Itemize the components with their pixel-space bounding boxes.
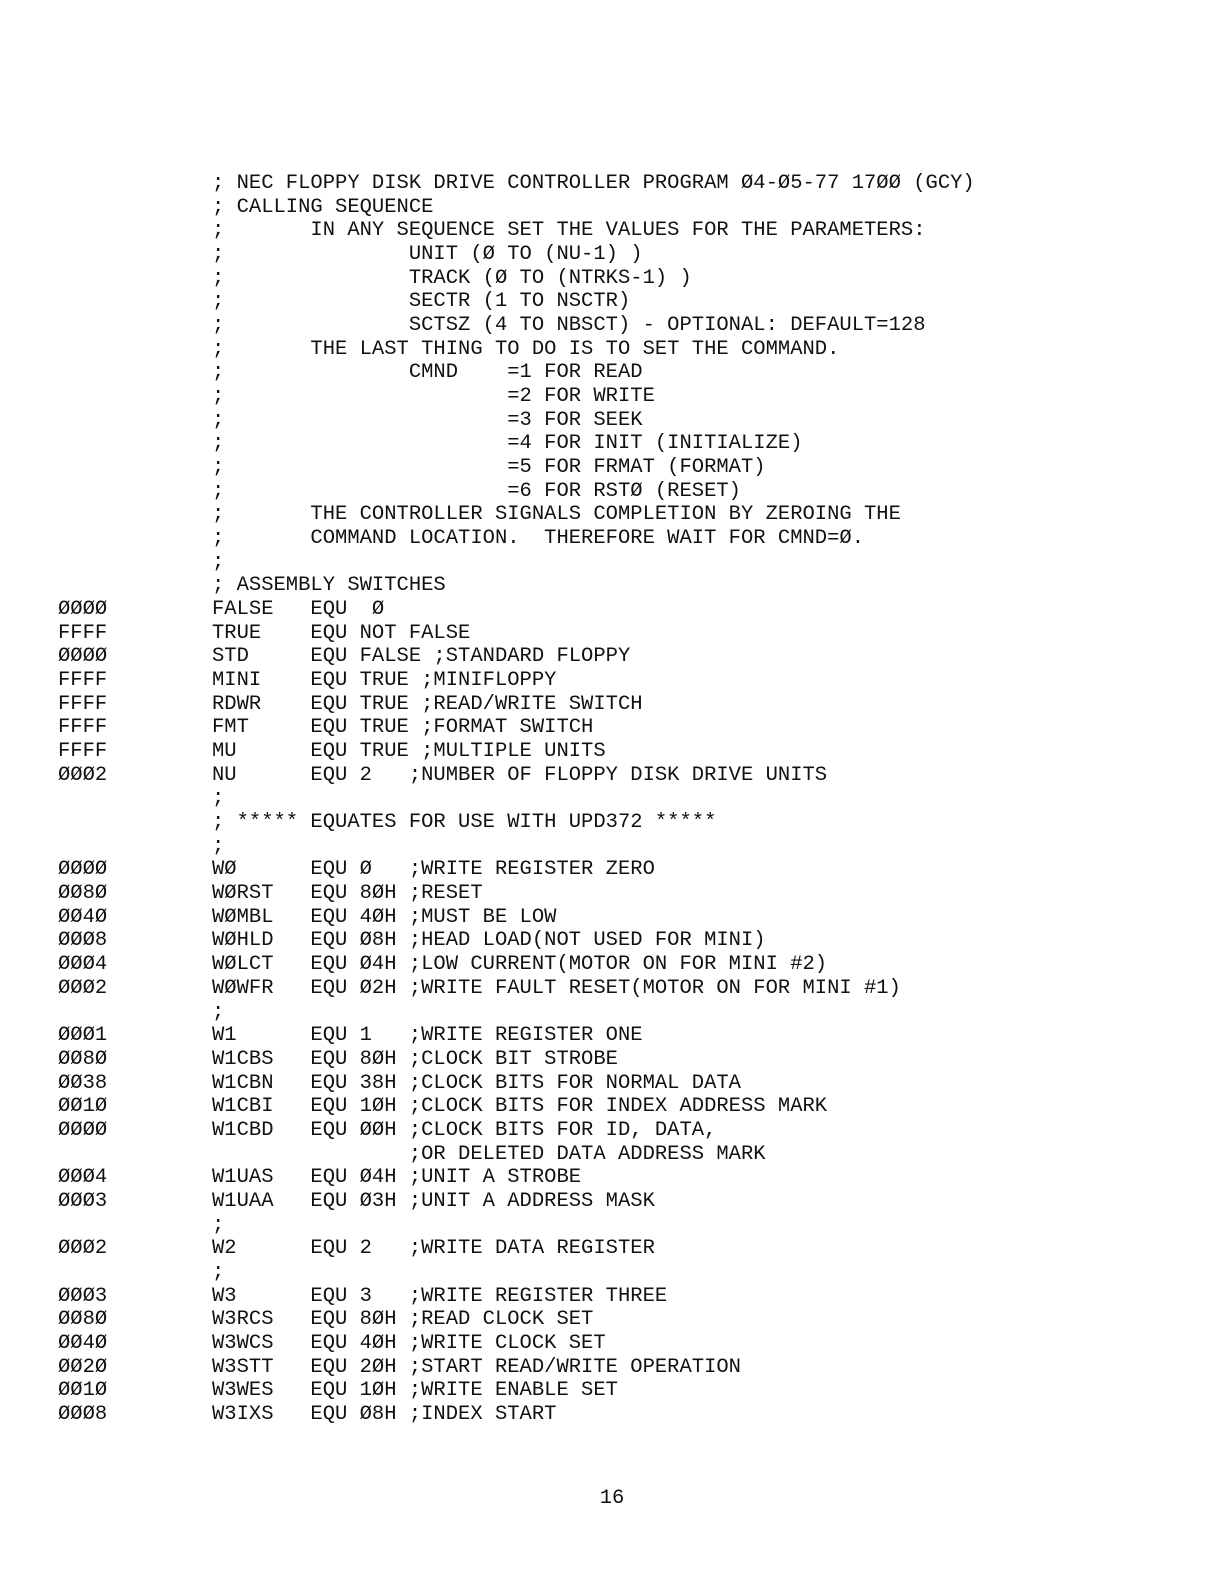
line-source: W1CBD EQU ØØH ;CLOCK BITS FOR ID, DATA, — [212, 1118, 717, 1142]
line-source: W3WES EQU 1ØH ;WRITE ENABLE SET — [212, 1379, 618, 1403]
listing-line — [0, 1095, 1224, 1119]
line-address: FFFF — [58, 692, 108, 716]
line-address: FFFF — [58, 740, 108, 764]
listing-line — [0, 409, 1224, 433]
listing-line — [0, 645, 1224, 669]
listing-line — [0, 172, 1224, 196]
line-address: ØØ1Ø — [58, 1379, 108, 1403]
listing-line — [0, 740, 1224, 764]
listing-line — [0, 385, 1224, 409]
line-source: ; — [212, 1260, 225, 1284]
listing-line — [0, 243, 1224, 267]
listing-line — [0, 1214, 1224, 1238]
line-source: RDWR EQU TRUE ;READ/WRITE SWITCH — [212, 692, 643, 716]
line-address: ØØ1Ø — [58, 1095, 108, 1119]
listing-line — [0, 1001, 1224, 1025]
line-source: ; =6 FOR RSTØ (RESET) — [212, 479, 741, 503]
line-source: ; CMND =1 FOR READ — [212, 361, 643, 385]
listing-line — [0, 835, 1224, 859]
line-source: W1CBS EQU 8ØH ;CLOCK BIT STROBE — [212, 1047, 618, 1071]
line-source: W2 EQU 2 ;WRITE DATA REGISTER — [212, 1237, 655, 1261]
line-address: ØØØ3 — [58, 1189, 108, 1213]
listing-line — [0, 882, 1224, 906]
listing-line — [0, 1119, 1224, 1143]
line-source: ; =4 FOR INIT (INITIALIZE) — [212, 432, 803, 456]
listing-line — [0, 290, 1224, 314]
line-source: STD EQU FALSE ;STANDARD FLOPPY — [212, 645, 631, 669]
listing-line — [0, 1379, 1224, 1403]
line-source: ; UNIT (Ø TO (NU-1) ) — [212, 243, 643, 266]
line-source: NU EQU 2 ;NUMBER OF FLOPPY DISK DRIVE UNITS — [212, 763, 828, 787]
listing-line — [0, 361, 1224, 385]
line-source: ;OR DELETED DATA ADDRESS MARK — [212, 1142, 766, 1166]
line-source: W1UAS EQU Ø4H ;UNIT A STROBE — [212, 1166, 582, 1190]
listing-line — [0, 1166, 1224, 1190]
line-source: W3STT EQU 2ØH ;START READ/WRITE OPERATION — [212, 1355, 741, 1379]
listing-line — [0, 1072, 1224, 1096]
line-source: ; THE CONTROLLER SIGNALS COMPLETION BY ZEROING THE — [212, 503, 901, 527]
line-source: ; TRACK (Ø TO (NTRKS-1) ) — [212, 266, 692, 290]
listing-line — [0, 1285, 1224, 1309]
listing-line — [0, 574, 1224, 598]
listing-line — [0, 338, 1224, 362]
listing-line — [0, 764, 1224, 788]
line-source: FMT EQU TRUE ;FORMAT SWITCH — [212, 716, 594, 740]
listing-line — [0, 196, 1224, 220]
line-source: WØLCT EQU Ø4H ;LOW CURRENT(MOTOR ON FOR MINI #2) — [212, 953, 828, 977]
line-source: MINI EQU TRUE ;MINIFLOPPY — [212, 669, 557, 693]
listing-line — [0, 858, 1224, 882]
line-address: ØØ38 — [58, 1071, 108, 1095]
line-source: ; ASSEMBLY SWITCHES — [212, 574, 446, 598]
line-address: ØØ8Ø — [58, 1047, 108, 1071]
listing-line — [0, 811, 1224, 835]
line-source: W1CBI EQU 1ØH ;CLOCK BITS FOR INDEX ADDRESS MARK — [212, 1095, 828, 1119]
listing-line — [0, 598, 1224, 622]
line-source: ; CALLING SEQUENCE — [212, 195, 434, 219]
line-source: WØHLD EQU Ø8H ;HEAD LOAD(NOT USED FOR MINI) — [212, 929, 766, 953]
listing-line — [0, 267, 1224, 291]
line-source: TRUE EQU NOT FALSE — [212, 621, 471, 645]
listing-line — [0, 1332, 1224, 1356]
line-address: ØØØ4 — [58, 953, 108, 977]
listing-line — [0, 219, 1224, 243]
line-address: FFFF — [58, 669, 108, 693]
line-address: ØØØ8 — [58, 929, 108, 953]
line-source: W1UAA EQU Ø3H ;UNIT A ADDRESS MASK — [212, 1189, 655, 1213]
line-address: FFFF — [58, 716, 108, 740]
line-address: ØØØØ — [58, 1118, 108, 1142]
line-source: ; SECTR (1 TO NSCTR) — [212, 290, 631, 314]
line-address: ØØ8Ø — [58, 882, 108, 906]
line-address: ØØ8Ø — [58, 1308, 108, 1332]
line-source: W1 EQU 1 ;WRITE REGISTER ONE — [212, 1024, 643, 1048]
line-source: ; — [212, 787, 225, 811]
line-address: ØØØ2 — [58, 763, 108, 787]
listing-line — [0, 527, 1224, 551]
line-source: WØMBL EQU 4ØH ;MUST BE LOW — [212, 905, 557, 929]
line-source: ; THE LAST THING TO DO IS TO SET THE COMMAND. — [212, 337, 840, 361]
line-source: WØRST EQU 8ØH ;RESET — [212, 882, 483, 906]
line-address: ØØ4Ø — [58, 905, 108, 929]
listing-line — [0, 1048, 1224, 1072]
line-source: WØ EQU Ø ;WRITE REGISTER ZERO — [212, 858, 655, 882]
listing-line — [0, 622, 1224, 646]
listing-line — [0, 787, 1224, 811]
page-number: 16 — [599, 1487, 625, 1510]
line-address: ØØ4Ø — [58, 1331, 108, 1355]
line-source: WØWFR EQU Ø2H ;WRITE FAULT RESET(MOTOR ON FOR MINI #1) — [212, 976, 901, 1000]
line-source: W3IXS EQU Ø8H ;INDEX START — [212, 1402, 557, 1426]
line-address: ØØØ2 — [58, 1237, 108, 1261]
listing-line — [0, 1143, 1224, 1167]
line-address: ØØØØ — [58, 645, 108, 669]
listing-line — [0, 1308, 1224, 1332]
line-source: ; — [212, 834, 225, 858]
line-source: W3RCS EQU 8ØH ;READ CLOCK SET — [212, 1308, 594, 1332]
line-address: ØØØ3 — [58, 1284, 108, 1308]
listing-line — [0, 314, 1224, 338]
listing-line — [0, 977, 1224, 1001]
listing-line — [0, 1403, 1224, 1427]
line-address: ØØØØ — [58, 598, 108, 622]
line-source: FALSE EQU Ø — [212, 598, 385, 622]
listing-line — [0, 929, 1224, 953]
line-source: ; IN ANY SEQUENCE SET THE VALUES FOR THE PARAMETERS: — [212, 219, 926, 243]
line-source: ; COMMAND LOCATION. THEREFORE WAIT FOR CMND=Ø. — [212, 527, 865, 550]
listing-line — [0, 1024, 1224, 1048]
listing-line — [0, 1261, 1224, 1285]
listing-line — [0, 693, 1224, 717]
line-source: W3 EQU 3 ;WRITE REGISTER THREE — [212, 1284, 668, 1308]
line-source: ; =2 FOR WRITE — [212, 385, 655, 408]
line-address: ØØØ1 — [58, 1024, 108, 1048]
listing-line — [0, 953, 1224, 977]
listing-line — [0, 1237, 1224, 1261]
line-source: ; ***** EQUATES FOR USE WITH UPD372 ***** — [212, 811, 717, 835]
listing-line — [0, 456, 1224, 480]
listing-line — [0, 503, 1224, 527]
listing-line — [0, 716, 1224, 740]
line-address: FFFF — [58, 621, 108, 645]
line-source: ; NEC FLOPPY DISK DRIVE CONTROLLER PROGRAM Ø4-Ø5-77 17ØØ (GCY) — [212, 172, 975, 195]
line-source: ; =5 FOR FRMAT (FORMAT) — [212, 456, 766, 479]
line-source: ; =3 FOR SEEK — [212, 408, 643, 432]
line-address: ØØØ8 — [58, 1402, 108, 1426]
line-address: ØØØ4 — [58, 1166, 108, 1190]
listing-line — [0, 480, 1224, 504]
listing-line — [0, 551, 1224, 575]
line-source: ; — [212, 1213, 225, 1237]
listing-line — [0, 1190, 1224, 1214]
listing-line — [0, 432, 1224, 456]
line-source: ; — [212, 1000, 225, 1024]
line-address: ØØØØ — [58, 858, 108, 882]
listing-line — [0, 1356, 1224, 1380]
listing-line — [0, 669, 1224, 693]
line-source: W3WCS EQU 4ØH ;WRITE CLOCK SET — [212, 1331, 606, 1355]
line-source: MU EQU TRUE ;MULTIPLE UNITS — [212, 740, 606, 764]
line-source: ; — [212, 550, 225, 574]
line-source: ; SCTSZ (4 TO NBSCT) - OPTIONAL: DEFAULT=128 — [212, 314, 926, 337]
listing-line — [0, 906, 1224, 930]
line-address: ØØ2Ø — [58, 1355, 108, 1379]
line-source: W1CBN EQU 38H ;CLOCK BITS FOR NORMAL DATA — [212, 1071, 741, 1095]
line-address: ØØØ2 — [58, 976, 108, 1000]
